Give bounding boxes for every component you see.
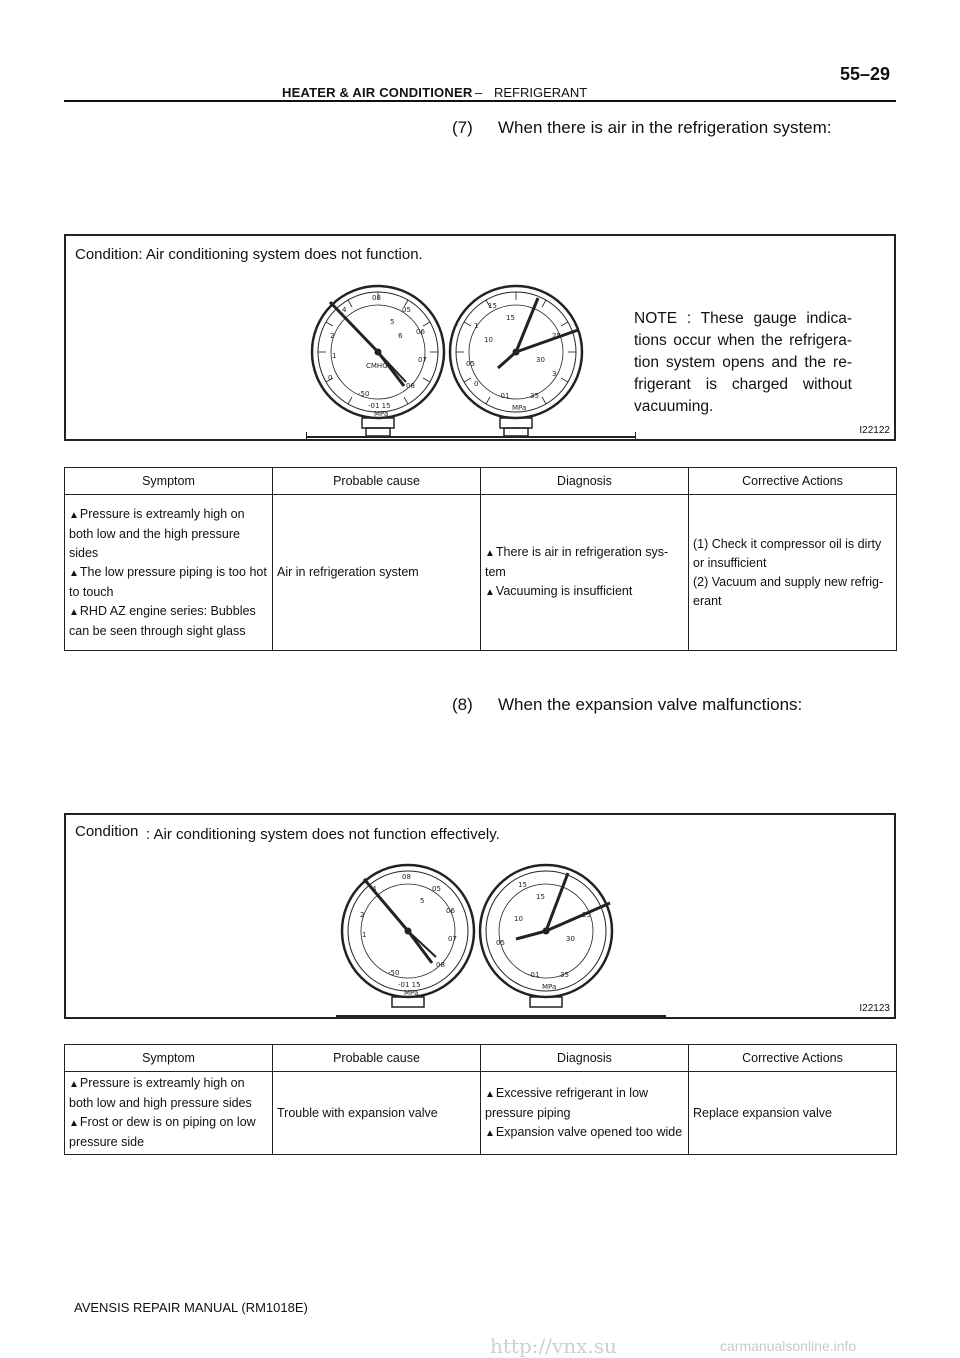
svg-text:MPa: MPa — [542, 983, 557, 991]
section-8-number: (8) — [452, 695, 473, 714]
svg-text:6: 6 — [398, 332, 403, 340]
manifold-gauge-set-1-icon — [306, 284, 636, 439]
header-diagnosis: Diagnosis — [481, 468, 689, 495]
diagnosis-item: ▲ Expansion valve opened too wide — [485, 1123, 684, 1143]
svg-text:06: 06 — [416, 328, 425, 336]
svg-text:MPa: MPa — [374, 410, 389, 418]
svg-text:08: 08 — [372, 294, 381, 302]
header-symptom: Symptom — [65, 468, 273, 495]
header-title: HEATER & AIR CONDITIONER — [282, 85, 473, 100]
symptom-item: ▲ Pressure is extreamly high on both low and high pressure sides — [69, 1074, 268, 1113]
svg-text:25: 25 — [552, 332, 561, 340]
cause-cell: Trouble with expansion valve — [273, 1072, 481, 1155]
svg-text:05: 05 — [432, 885, 441, 893]
svg-text:08: 08 — [402, 873, 411, 881]
diagnosis-item: ▲ There is air in refrigeration sys-tem — [485, 543, 684, 582]
table-row — [65, 495, 897, 651]
svg-text:30: 30 — [566, 935, 575, 943]
condition-text-2: : Air conditioning system does not function effectively. — [146, 826, 500, 843]
svg-text:4: 4 — [372, 885, 377, 893]
diagnosis-cell — [481, 495, 689, 651]
svg-text:15: 15 — [488, 302, 497, 310]
svg-text:05: 05 — [466, 360, 475, 368]
svg-text:2: 2 — [330, 332, 335, 340]
footer-manual-title: AVENSIS REPAIR MANUAL (RM1018E) — [74, 1300, 308, 1315]
condition-label-2: Condition — [75, 823, 139, 840]
table-header-row — [65, 1045, 897, 1072]
section-7-number: (7) — [452, 118, 473, 137]
svg-text:3: 3 — [552, 370, 557, 378]
symptom-item: ▲ The low pressure piping is too hot to touch — [69, 563, 268, 602]
svg-text:10: 10 — [484, 336, 493, 344]
svg-text:15: 15 — [506, 314, 515, 322]
svg-text:05: 05 — [496, 939, 505, 947]
action-item: (1) Check it compressor oil is dirty or insufficient — [693, 536, 882, 570]
svg-text:4: 4 — [342, 306, 347, 314]
figure-id-1: I22122 — [859, 425, 890, 436]
symptom-item: ▲ RHD AZ engine series: Bubbles can be seen through sight glass — [69, 602, 268, 641]
gauge-note: NOTE : These gauge indica-tions occur when the refrigera-tion system opens and the re-frigerant is charged without vacuuming. — [634, 310, 852, 415]
diagnosis-item: ▲ Vacuuming is insufficient — [485, 582, 684, 602]
section-7-title: When there is air in the refrigeration system: — [498, 118, 832, 137]
svg-text:1: 1 — [474, 322, 479, 330]
svg-text:30: 30 — [536, 356, 545, 364]
header-dash: – — [475, 85, 483, 100]
svg-text:1: 1 — [362, 931, 367, 939]
header-symptom: Symptom — [65, 1045, 273, 1072]
svg-text:MPa: MPa — [512, 404, 527, 412]
diagnosis-item: ▲ Excessive refrigerant in low pressure piping — [485, 1084, 684, 1123]
manifold-gauge-set-2-icon — [336, 863, 666, 1018]
header-section: REFRIGERANT — [494, 85, 588, 100]
svg-text:-01: -01 — [528, 971, 540, 979]
svg-text:35: 35 — [530, 392, 539, 400]
section-8-title: When the expansion valve malfunctions: — [498, 695, 803, 714]
svg-text:-50: -50 — [358, 390, 370, 398]
svg-text:2: 2 — [360, 911, 365, 919]
svg-text:-01 15: -01 15 — [398, 981, 421, 989]
diagnosis-table-2 — [64, 1044, 897, 1155]
svg-text:0: 0 — [474, 380, 479, 388]
watermark-site: carmanualsonline.info — [720, 1338, 857, 1354]
svg-text:05: 05 — [402, 306, 411, 314]
svg-text:35: 35 — [560, 971, 569, 979]
svg-text:06: 06 — [446, 907, 455, 915]
symptom-cell — [65, 1072, 273, 1155]
actions-cell — [689, 495, 897, 651]
svg-text:0: 0 — [328, 374, 333, 382]
gauge-figure-2 — [64, 813, 896, 1019]
svg-text:15: 15 — [536, 893, 545, 901]
svg-text:MPa: MPa — [404, 989, 419, 997]
figure-id-2: I22123 — [859, 1003, 890, 1014]
header-corrective-actions: Corrective Actions — [689, 1045, 897, 1072]
diagnosis-table-1 — [64, 467, 897, 651]
action-item: Replace expansion valve — [693, 1105, 832, 1120]
cause-cell: Air in refrigeration system — [273, 495, 481, 651]
action-item: (2) Vacuum and supply new refrig-erant — [693, 574, 884, 608]
svg-text:07: 07 — [448, 935, 457, 943]
header-diagnosis: Diagnosis — [481, 1045, 689, 1072]
svg-text:10: 10 — [514, 915, 523, 923]
svg-text:-01 15: -01 15 — [368, 402, 391, 410]
svg-text:08: 08 — [436, 961, 445, 969]
watermark-link[interactable]: http://vnx.su — [490, 1334, 617, 1358]
svg-text:25: 25 — [582, 911, 591, 919]
table-row — [65, 1072, 897, 1155]
header-corrective-actions: Corrective Actions — [689, 468, 897, 495]
table-header-row — [65, 468, 897, 495]
header-probable-cause: Probable cause — [273, 468, 481, 495]
svg-text:CMHG: CMHG — [366, 362, 388, 370]
svg-text:15: 15 — [518, 881, 527, 889]
svg-text:08: 08 — [406, 382, 415, 390]
svg-text:-50: -50 — [388, 969, 400, 977]
svg-text:5: 5 — [420, 897, 425, 905]
symptom-item: ▲ Pressure is extreamly high on both low and the high pressure sides — [69, 505, 268, 563]
header-probable-cause: Probable cause — [273, 1045, 481, 1072]
header-rule — [64, 100, 896, 102]
condition-text-1: Condition: Air conditioning system does not function. — [75, 246, 423, 263]
page-number: 55–29 — [840, 64, 891, 84]
svg-text:1: 1 — [332, 352, 337, 360]
svg-text:07: 07 — [418, 356, 427, 364]
actions-cell — [689, 1072, 897, 1155]
svg-text:-01: -01 — [498, 392, 510, 400]
svg-text:5: 5 — [390, 318, 395, 326]
symptom-cell — [65, 495, 273, 651]
diagnosis-cell — [481, 1072, 689, 1155]
symptom-item: ▲ Frost or dew is on piping on low pressure side — [69, 1113, 268, 1152]
gauge-figure-1 — [64, 234, 896, 441]
